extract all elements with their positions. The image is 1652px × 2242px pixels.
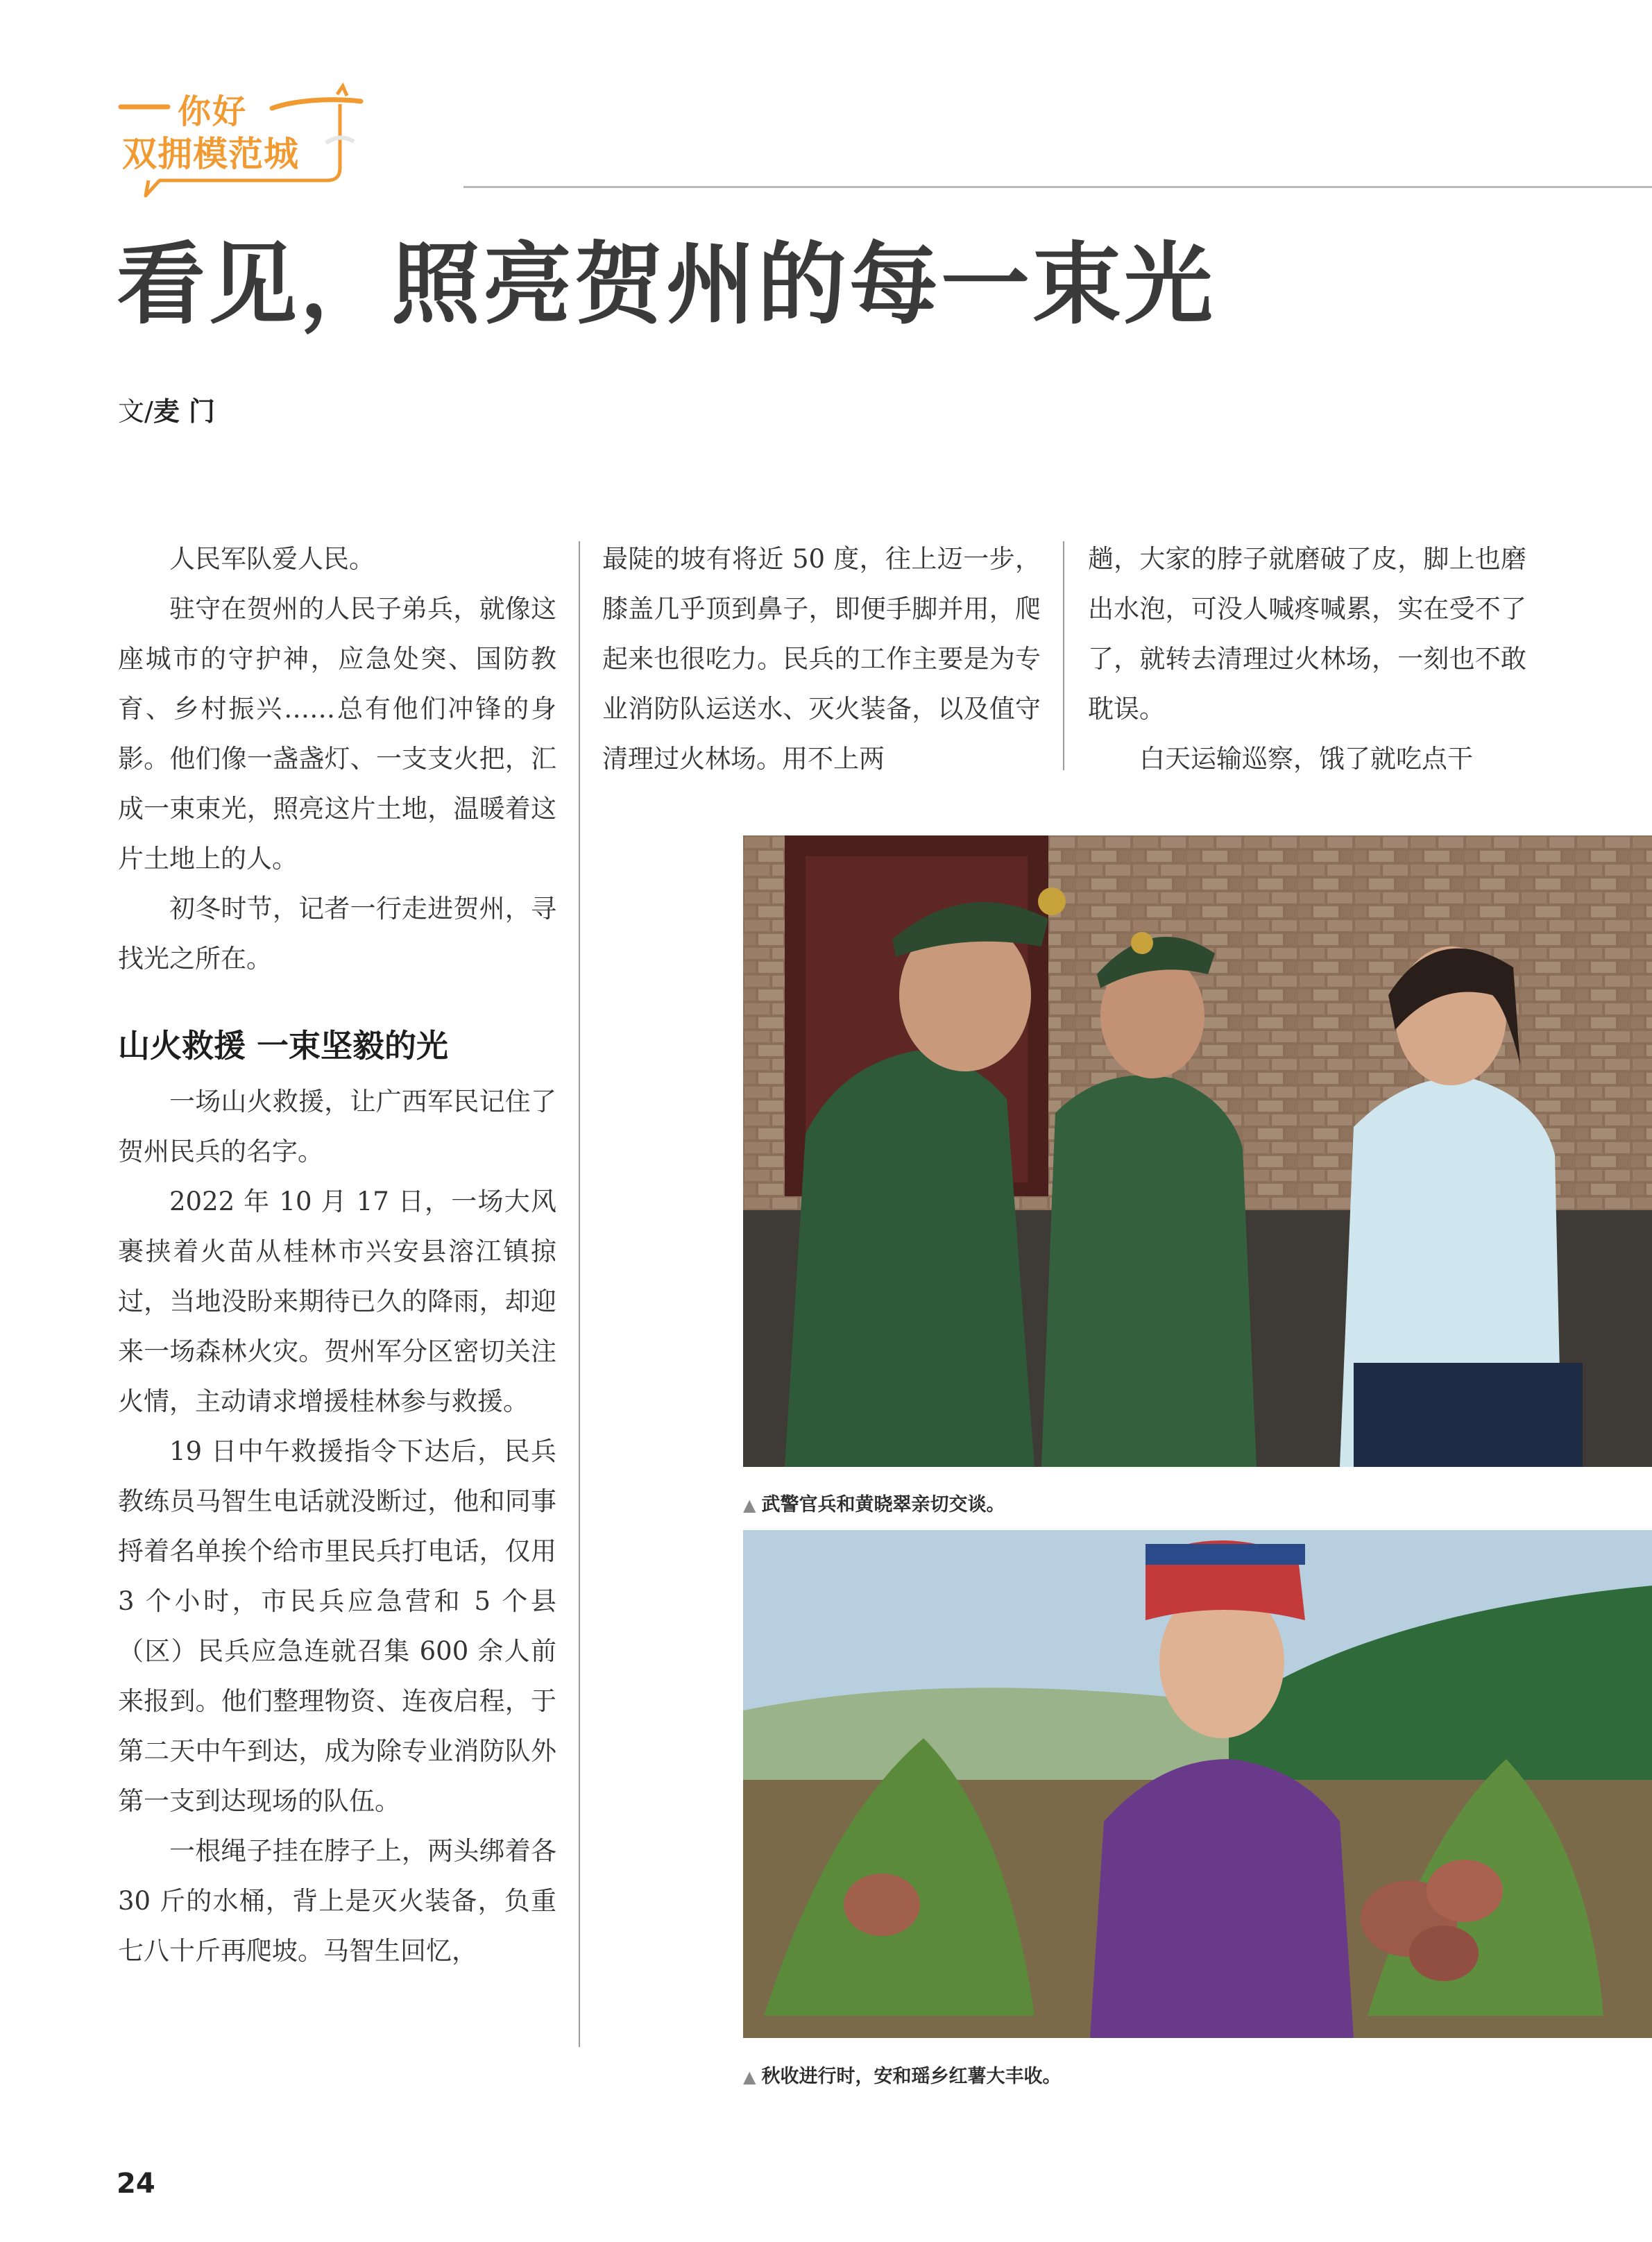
text-column-2 [602, 534, 1041, 784]
byline [118, 390, 215, 428]
paragraph: 2022 年 10 月 17 日，一场大风裹挟着火苗从桂林市兴安县溶江镇掠过，当地没盼来期待已久的降雨，却迎来一场森林火灾。贺州军分区密切关注火情，主动请求增援桂林参与救援。 [118, 1187, 556, 1416]
section-subhead: 山火救援 一束坚毅的光 [118, 1027, 449, 1064]
header-rule [463, 186, 1652, 188]
badge-line-2: 双拥模范城 [122, 134, 299, 174]
triangle-marker-icon: ▲ [743, 2067, 756, 2087]
byline-author: 麦 门 [153, 396, 216, 427]
paragraph: 初冬时节，记者一行走进贺州，寻找光之所在。 [118, 894, 556, 974]
photo-caption-1 [743, 1489, 1005, 1516]
paragraph: 趟，大家的脖子就磨破了皮，脚上也磨出水泡，可没人喊疼喊累，实在受不了了，就转去清理过火林场，一刻也不敢耽误。 [1088, 544, 1526, 724]
paragraph: 19 日中午救援指令下达后，民兵教练员马智生电话就没断过，他和同事捋着名单挨个给市里民兵打电话，仅用 3 个小时，市民兵应急营和 5 个县（区）民兵应急连就召集 600 余人前来报到。他们整理物资、连夜启程，于第二天中午到达，成为除专业消防队外第一支到达现场的队伍。 [118, 1436, 556, 1816]
photo-soldiers-and-girl [743, 835, 1652, 1467]
paragraph: 一根绳子挂在脖子上，两头绑着各 30 斤的水桶，背上是灭火装备，负重七八十斤再爬坡。马智生回忆， [118, 1836, 556, 1966]
photo-sweet-potato-harvest [743, 1530, 1652, 2038]
paragraph: 白天运输巡察，饿了就吃点干 [1139, 744, 1473, 774]
paragraph: 驻守在贺州的人民子弟兵，就像这座城市的守护神，应急处突、国防教育、乡村振兴……总有他们冲锋的身影。他们像一盏盏灯、一支支火把，汇成一束束光，照亮这片土地，温暖着这片土地上的人。 [118, 594, 556, 874]
article-title: 看见，照亮贺州的每一束光 [117, 232, 1216, 337]
column-divider [1063, 541, 1064, 770]
caption-text: 武警官兵和黄晓翠亲切交谈。 [761, 1494, 1005, 1515]
text-column-1 [118, 534, 556, 1976]
page-number: 24 [117, 2168, 155, 2200]
triangle-marker-icon: ▲ [743, 1495, 756, 1515]
paragraph: 一场山火救援，让广西军民记住了贺州民兵的名字。 [118, 1087, 556, 1166]
column-divider [579, 541, 580, 2047]
paragraph: 人民军队爱人民。 [169, 544, 375, 574]
caption-text: 秋收进行时，安和瑶乡红薯大丰收。 [761, 2066, 1062, 2087]
badge-line-1: 你好 [178, 92, 248, 131]
photo-caption-2 [743, 2061, 1061, 2088]
section-badge [118, 76, 382, 201]
paragraph: 最陡的坡有将近 50 度，往上迈一步，膝盖几乎顶到鼻子，即便手脚并用，爬起来也很吃力。民兵的工作主要是为专业消防队运送水、灭火装备，以及值守清理过火林场。用不上两 [602, 544, 1041, 774]
text-column-3 [1088, 534, 1526, 784]
byline-prefix: 文/ [118, 396, 153, 427]
